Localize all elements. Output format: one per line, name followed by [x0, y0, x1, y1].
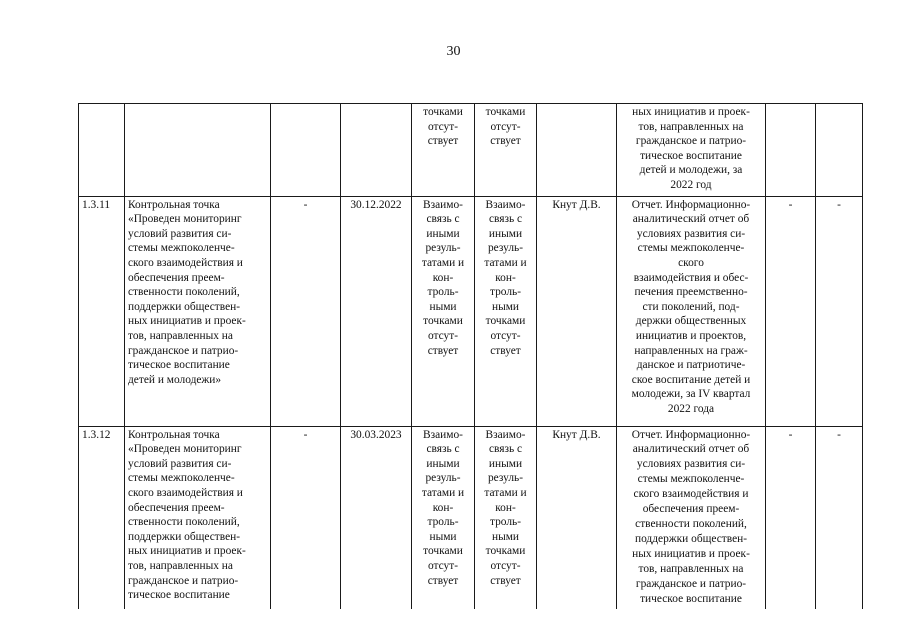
cell-line: иными — [488, 227, 523, 240]
page-number: 30 — [446, 44, 461, 59]
row-result — [617, 426, 766, 609]
row-col3: - — [271, 196, 341, 426]
cell-line: точками — [485, 106, 526, 118]
cell-line: иными — [488, 457, 523, 470]
row-col9: - — [766, 426, 816, 609]
cell-line: резуль- — [487, 242, 524, 255]
cell-line: тов, направленных на — [128, 329, 233, 342]
cell-line: печения преемственно- — [634, 286, 748, 299]
cell-line: отсут- — [490, 559, 521, 572]
cell-line: тическое воспитание — [128, 359, 230, 372]
cell-line: «Проведен мониторинг — [128, 213, 242, 226]
row-responsible — [537, 104, 617, 197]
row-col9: - — [766, 196, 816, 426]
cell-line: отсут- — [427, 120, 459, 133]
cell-line: ского взаимодействия и — [128, 256, 243, 269]
cell-line: иными — [426, 227, 460, 240]
cell-line: держки общественных — [635, 315, 747, 328]
cell-line: отсут- — [427, 329, 459, 342]
cell-line: Контрольная точка — [128, 428, 220, 441]
cell-line: поддержки обществен- — [128, 530, 241, 543]
cell-line: стемы межпоколенче- — [637, 242, 745, 255]
row-id — [79, 104, 125, 197]
cell-line: стемы межпоколенче- — [637, 473, 745, 486]
cell-line: отсут- — [490, 120, 521, 133]
cell-line: ское воспитание детей и — [631, 373, 751, 386]
cell-line: ствует — [427, 574, 459, 587]
cell-line: обеспечения преем- — [128, 271, 225, 284]
row-link2 — [475, 426, 537, 609]
row-link1 — [412, 196, 475, 426]
cell-line: связь с — [426, 443, 460, 456]
cell-line: ными — [491, 530, 520, 543]
cell-line: кон- — [495, 271, 516, 284]
cell-line: взаимодействия и обес- — [633, 271, 749, 284]
row-col10: - — [816, 196, 863, 426]
control-points-table — [78, 103, 863, 609]
cell-line: резуль- — [425, 242, 461, 255]
cell-line: точками — [485, 545, 526, 558]
cell-line: данское и патриотиче- — [636, 359, 746, 372]
cell-line: троль- — [427, 516, 459, 529]
cell-line: ствует — [427, 344, 459, 357]
cell-line: связь с — [426, 213, 460, 226]
row-col3: - — [271, 426, 341, 609]
table-row — [79, 196, 863, 426]
cell-line: тическое воспитание — [128, 589, 230, 602]
table-body — [79, 104, 863, 610]
cell-line: Контрольная точка — [128, 198, 220, 211]
cell-line: направленных на граж- — [634, 344, 748, 357]
cell-line: Взаимо- — [485, 428, 526, 441]
cell-line: ственности поколений, — [128, 286, 240, 299]
cell-line: отсут- — [490, 329, 521, 342]
cell-line: троль- — [427, 286, 459, 299]
table-row — [79, 426, 863, 609]
cell-line: условиях развития си- — [636, 458, 746, 471]
cell-line: детей и молодежи, за — [639, 164, 743, 177]
cell-line: ствует — [490, 344, 521, 357]
cell-line: 2022 год — [670, 178, 712, 191]
cell-line: Взаимо- — [423, 428, 463, 441]
cell-line: кон- — [432, 501, 454, 514]
cell-line: отсут- — [427, 559, 459, 572]
row-date: 30.03.2023 — [341, 426, 412, 609]
cell-line: татами и — [484, 256, 527, 269]
row-id: 1.3.12 — [79, 426, 125, 609]
row-link1 — [412, 426, 475, 609]
row-link2 — [475, 196, 537, 426]
cell-line: 2022 года — [667, 402, 715, 415]
cell-line: стемы межпоколенче- — [128, 472, 235, 485]
row-id: 1.3.11 — [79, 196, 125, 426]
cell-line: тическое воспитание — [640, 592, 742, 605]
cell-line: ствует — [490, 135, 521, 148]
cell-line: ского — [678, 256, 704, 269]
cell-line: резуль- — [425, 472, 461, 485]
cell-line: троль- — [489, 286, 522, 299]
row-name — [125, 104, 271, 197]
cell-line: молодежи, за IV квартал — [631, 388, 751, 401]
cell-line: Отчет. Информационно- — [631, 428, 751, 441]
cell-line: точками — [423, 315, 463, 328]
cell-line: поддержки обществен- — [634, 532, 748, 545]
cell-line: гражданское и патрио- — [635, 577, 747, 590]
row-link2 — [475, 104, 537, 197]
cell-line: связь с — [488, 213, 523, 226]
row-col9 — [766, 104, 816, 197]
row-col10 — [816, 104, 863, 197]
row-name — [125, 426, 271, 609]
cell-line: троль- — [489, 516, 522, 529]
cell-line: точками — [423, 106, 463, 118]
cell-line: ными — [491, 300, 520, 313]
cell-line: тическое воспитание — [640, 149, 742, 162]
row-col3 — [271, 104, 341, 197]
row-col10: - — [816, 426, 863, 609]
cell-line: аналитический отчет об — [632, 213, 750, 226]
cell-line: Взаимо- — [485, 198, 526, 211]
row-date — [341, 104, 412, 197]
cell-line: тов, направленных на — [638, 562, 744, 575]
cell-line: условиях развития си- — [636, 227, 746, 240]
cell-line: ствует — [427, 135, 459, 148]
cell-line: иными — [426, 457, 460, 470]
cell-line: условий развития си- — [128, 457, 232, 470]
table-row — [79, 104, 863, 197]
cell-line: точками — [485, 315, 526, 328]
cell-line: детей и молодежи» — [128, 373, 222, 386]
cell-line: «Проведен мониторинг — [128, 443, 242, 456]
cell-line: условий развития си- — [128, 227, 232, 240]
cell-line: поддержки обществен- — [128, 300, 241, 313]
cell-line: резуль- — [487, 472, 524, 485]
row-date: 30.12.2022 — [341, 196, 412, 426]
cell-line: татами и — [421, 256, 465, 269]
cell-line: тов, направленных на — [638, 120, 744, 133]
row-result — [617, 104, 766, 197]
cell-line: стемы межпоколенче- — [128, 242, 235, 255]
cell-line: гражданское и патрио- — [635, 135, 747, 148]
row-responsible: Кнут Д.В. — [537, 426, 617, 609]
cell-line: ственности поколений, — [128, 516, 240, 529]
cell-line: ского взаимодействия и — [128, 486, 243, 499]
cell-line: связь с — [488, 443, 523, 456]
cell-line: обеспечения преем- — [128, 501, 225, 514]
cell-line: обеспечения преем- — [642, 503, 740, 516]
cell-line: тов, направленных на — [128, 559, 233, 572]
row-name — [125, 196, 271, 426]
cell-line: ными — [429, 300, 457, 313]
cell-line: Отчет. Информационно- — [631, 198, 751, 211]
cell-line: гражданское и патрио- — [128, 574, 239, 587]
cell-line: сти поколений, под- — [642, 300, 740, 313]
cell-line: ственности поколений, — [635, 518, 747, 530]
cell-line: кон- — [432, 271, 454, 284]
cell-line: ского взаимодействия и — [633, 488, 749, 501]
cell-line: гражданское и патрио- — [128, 344, 239, 357]
cell-line: татами и — [421, 486, 465, 499]
cell-line: татами и — [484, 486, 527, 499]
cell-line: инициатив и проектов, — [635, 329, 747, 342]
cell-line: ных инициатив и проек- — [128, 315, 246, 328]
cell-line: ных инициатив и проек- — [632, 106, 750, 118]
cell-line: Взаимо- — [423, 198, 463, 211]
cell-line: ных инициатив и проек- — [632, 547, 750, 560]
cell-line: кон- — [495, 501, 516, 514]
cell-line: ными — [429, 530, 457, 543]
row-result — [617, 196, 766, 426]
row-responsible: Кнут Д.В. — [537, 196, 617, 426]
cell-line: аналитический отчет об — [632, 443, 750, 456]
cell-line: ных инициатив и проек- — [128, 545, 246, 558]
row-link1 — [412, 104, 475, 197]
cell-line: ствует — [490, 574, 521, 587]
cell-line: точками — [423, 545, 463, 558]
